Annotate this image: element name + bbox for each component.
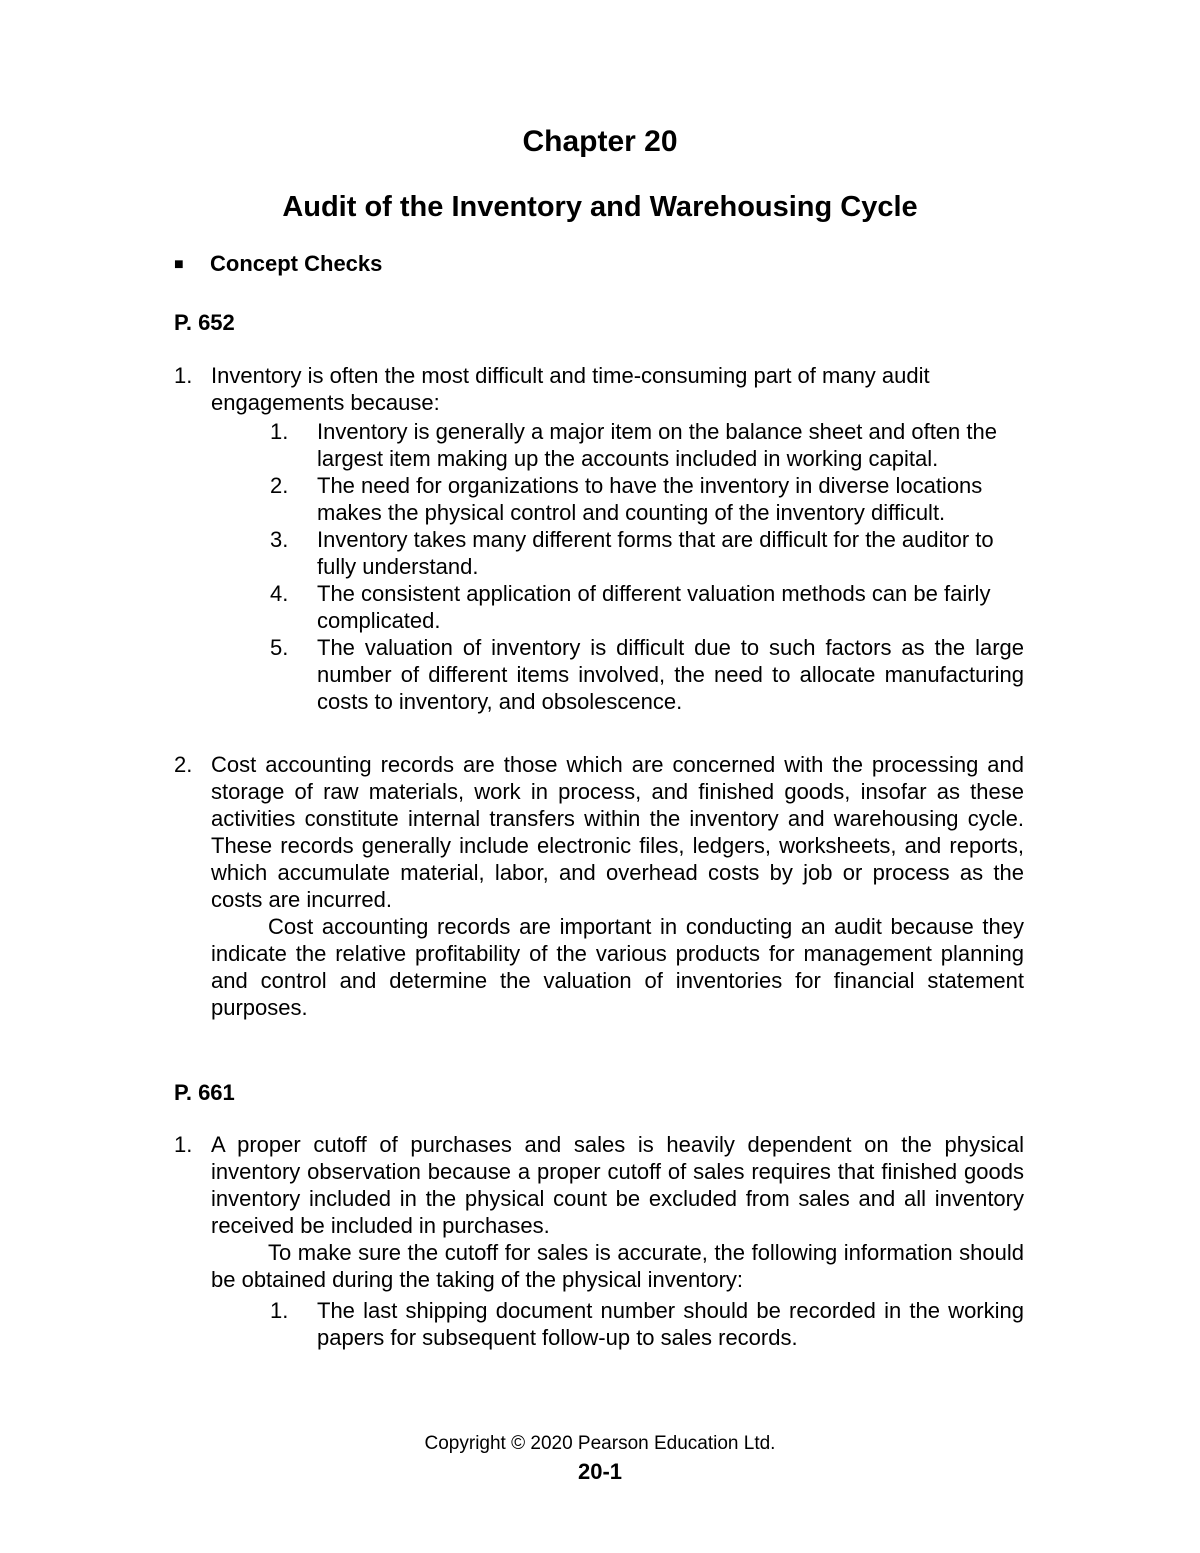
list-item [270, 1297, 1024, 1351]
paragraph: To make sure the cutoff for sales is accurate, the following information should be obtained during the taking of the physical inventory: [211, 1240, 1024, 1292]
chapter-title: Audit of the Inventory and Warehousing Cycle [282, 191, 918, 223]
list-item [270, 526, 1024, 580]
list-item [270, 580, 1024, 634]
question-652-2 [174, 751, 1024, 1021]
question-number: 1. [174, 1132, 193, 1157]
question-intro: Inventory is often the most difficult and time-consuming part of many audit engagements because: [211, 363, 930, 415]
list-item-text: The valuation of inventory is difficult due to such factors as the large number of different items involved, the need to allocate manufacturing costs to inventory, and obsolescence. [317, 635, 1024, 714]
list-item-number: 4. [270, 581, 289, 606]
list-item-text: Inventory takes many different forms that are difficult for the auditor to fully understand. [317, 527, 994, 579]
page-reference-652: P. 652 [174, 310, 235, 335]
list-item-text: The need for organizations to have the inventory in diverse locations makes the physical control and counting of the inventory difficult. [317, 473, 983, 525]
copyright-notice: Copyright © 2020 Pearson Education Ltd. [424, 1433, 776, 1454]
list-item [270, 634, 1024, 715]
list-item-text: The last shipping document number should be recorded in the working papers for subsequent follow-up to sales records. [317, 1298, 1024, 1350]
chapter-number: Chapter 20 [522, 125, 678, 158]
paragraph: Cost accounting records are those which are concerned with the processing and storage of raw materials, work in process, and finished goods, insofar as these activities constitute internal transfers within the inventory and warehousing cycle. These records generally include electronic files, ledgers, worksheets, and reports, which accumulate material, labor, and overhead costs by job or process as the costs are incurred. [211, 752, 1024, 912]
section-heading [174, 250, 382, 279]
question-661-1 [174, 1131, 1024, 1351]
question-number: 2. [174, 752, 193, 777]
list-item [270, 472, 1024, 526]
list-item-number: 1. [270, 1298, 289, 1323]
list-item-number: 3. [270, 527, 289, 552]
list-item-text: Inventory is generally a major item on the balance sheet and often the largest item making up the accounts included in working capital. [317, 419, 997, 471]
square-bullet-icon: ■ [174, 256, 184, 273]
paragraph: Cost accounting records are important in conducting an audit because they indicate the relative profitability of the various products for management planning and control and determine the valuation of inventories for financial statement purposes. [211, 914, 1024, 1020]
section-label: Concept Checks [210, 251, 383, 276]
list-item-number: 5. [270, 635, 289, 660]
paragraph: A proper cutoff of purchases and sales is heavily dependent on the physical inventory observation because a proper cutoff of sales requires that finished goods inventory included in the physical count be excluded from sales and all inventory received be included in purchases. [211, 1132, 1024, 1238]
list-item-number: 1. [270, 419, 289, 444]
list-item-text: The consistent application of different valuation methods can be fairly complicated. [317, 581, 991, 633]
list-item-number: 2. [270, 473, 289, 498]
page-number: 20-1 [577, 1459, 623, 1484]
page-reference-661: P. 661 [174, 1080, 235, 1105]
list-item [270, 418, 1024, 472]
question-number: 1. [174, 363, 193, 388]
question-652-1 [174, 362, 1024, 715]
